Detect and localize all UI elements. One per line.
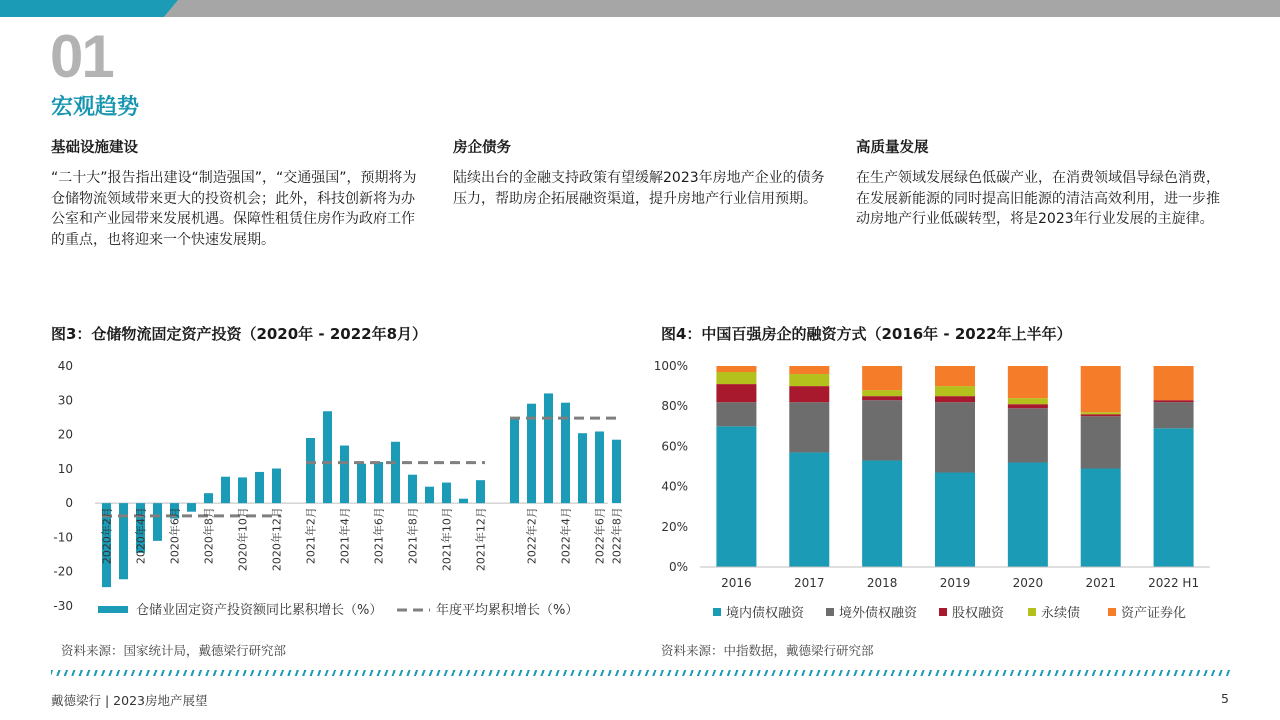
bar [476,480,485,503]
bar [408,475,417,503]
stack-segment [1008,404,1048,408]
y-tick-label: 40% [661,479,688,494]
x-tick-label: 2021年4月 [338,507,352,565]
bar [204,493,213,503]
legend-swatch [826,608,834,616]
y-tick-label: -30 [53,599,73,613]
column-title: 基础设施建设 [51,140,138,156]
stack-segment [862,460,902,567]
bar [544,393,553,503]
y-tick-label: -10 [53,530,73,545]
y-tick-label: -20 [53,564,73,579]
bar [306,438,315,503]
x-tick-label: 2017 [794,576,825,590]
stack-segment [862,390,902,396]
x-tick-label: 2021 [1085,576,1116,590]
bar [595,431,604,503]
column-title: 房企债务 [453,140,511,156]
x-tick-label: 2021年2月 [304,507,318,565]
column-body: “二十大”报告指出建设“制造强国”，“交通强国”，预期将为仓储物流领域带来更大的投资机会；此外，科技创新将为办公室和产业园带来发展机遇。保障性租赁住房作为政府工作的重点，也将迎来一个快速发展期。 [51,170,417,248]
stack-segment [716,402,756,426]
stack-segment [1081,366,1121,412]
stack-segment [1081,469,1121,567]
stack-segment [1008,462,1048,567]
x-tick-label: 2016 [721,576,752,590]
stack-segment [935,402,975,472]
y-tick-label: 40 [57,359,73,373]
column-body: 陆续出台的金融支持政策有望缓解2023年房地产企业的债务压力，帮助房企拓展融资渠道，提升房地产行业信用预期。 [453,170,825,207]
stack-segment [789,386,829,402]
stack-segment [716,384,756,402]
footer-title: 戴德梁行 | 2023房地产展望 [51,693,208,708]
bar [578,433,587,503]
legend-label: 境外债权融资 [839,606,918,621]
bar [459,499,468,503]
bar [187,503,196,512]
dashed-divider [51,670,1231,676]
stack-segment [1154,428,1194,567]
bar [612,440,621,503]
column-body: 在生产领域发展绿色低碳产业，在消费领域倡导绿色消费，在发展新能源的同时提高旧能源的清洁高效利用，进一步推动房地产行业低碳转型，将是2023年行业发展的主旋律。 [856,170,1220,227]
legend-swatch [1108,608,1116,616]
x-tick-label: 2020年2月 [100,507,114,565]
x-tick-label: 2018 [866,576,898,590]
column-title: 高质量发展 [856,140,929,156]
chart-title: 图4：中国百强房企的融资方式（2016年 - 2022年上半年） [661,325,1072,343]
x-tick-label: 2020年6月 [168,507,182,565]
stack-segment [935,473,975,567]
stack-segment [935,396,975,402]
stack-segment [1081,412,1121,414]
stack-segment [935,366,975,386]
stack-segment [862,366,902,390]
legend-label: 仓储业固定资产投资额同比累积增长（%） [136,603,383,618]
bar [357,464,366,503]
bar [238,477,247,503]
legend-label: 资产证券化 [1121,606,1187,621]
legend-swatch [713,608,721,616]
legend-swatch [939,608,947,616]
stack-segment [1154,400,1194,402]
y-tick-label: 0 [65,496,73,511]
x-tick-label: 2022年6月 [593,507,607,565]
x-tick-label: 2022 H1 [1148,576,1200,590]
chart-source: 资料来源：国家统计局，戴德梁行研究部 [61,643,287,658]
stack-segment [789,366,829,374]
financing-structure-chart [640,350,1220,630]
x-tick-label: 2021年10月 [440,507,454,572]
bar [153,503,162,541]
bar [340,446,349,504]
bar [425,487,434,503]
column-developer-debt [453,136,825,209]
section-title: 宏观趋势 [51,95,140,120]
y-tick-label: 100% [653,359,688,373]
logistics-investment-chart [40,350,624,630]
chart-title: 图3：仓储物流固定资产投资（2020年 - 2022年8月） [51,325,428,343]
x-tick-label: 2020年12月 [270,507,284,572]
legend-label: 股权融资 [952,606,1005,621]
stack-segment [1008,366,1048,398]
y-tick-label: 10 [57,461,73,476]
x-tick-label: 2020年4月 [134,507,148,565]
bar [374,462,383,503]
y-tick-label: 60% [661,439,688,454]
x-tick-label: 2021年12月 [474,507,488,572]
x-tick-label: 2021年8月 [406,507,420,565]
y-tick-label: 0% [668,560,688,574]
y-tick-label: 20 [57,427,73,442]
legend-label: 境内债权融资 [726,606,805,621]
y-tick-label: 30 [57,393,73,408]
stack-segment [1154,402,1194,428]
top-bar [0,0,1280,17]
stack-segment [789,452,829,567]
stack-segment [1081,414,1121,416]
stack-segment [1154,366,1194,400]
x-tick-label: 2022年4月 [559,507,573,565]
legend-swatch [98,606,128,613]
stack-segment [935,386,975,396]
bar [510,419,519,503]
bar [272,469,281,504]
stack-segment [716,426,756,567]
bar [391,442,400,503]
stack-segment [716,366,756,372]
chart-source: 资料来源：中指数据，戴德梁行研究部 [661,643,874,658]
y-tick-label: 20% [661,519,688,534]
top-accent-bar [0,0,178,17]
stack-segment [862,400,902,460]
legend-label: 永续债 [1041,606,1081,621]
x-tick-label: 2022年2月 [525,507,539,565]
legend-swatch [1028,608,1036,616]
y-tick-label: 80% [661,399,688,414]
stack-segment [716,372,756,384]
bar [255,472,264,503]
x-tick-label: 2019 [939,576,971,590]
section-number: 01 [50,23,113,90]
stack-segment [1081,416,1121,468]
bar [442,483,451,504]
x-tick-label: 2020年8月 [202,507,216,565]
stack-segment [789,374,829,386]
column-infrastructure [51,136,423,250]
stack-segment [789,402,829,452]
x-tick-label: 2021年6月 [372,507,386,565]
column-quality-development [856,136,1228,230]
x-tick-label: 2022年8月 [610,507,624,565]
stack-segment [1008,408,1048,462]
legend-label: 年度平均累积增长（%） [436,603,579,618]
stack-segment [1008,398,1048,404]
bar [221,477,230,503]
page-number: 5 [1221,691,1229,706]
x-tick-label: 2020 [1012,576,1044,590]
stack-segment [862,396,902,400]
bar [323,411,332,503]
x-tick-label: 2020年10月 [236,507,250,572]
